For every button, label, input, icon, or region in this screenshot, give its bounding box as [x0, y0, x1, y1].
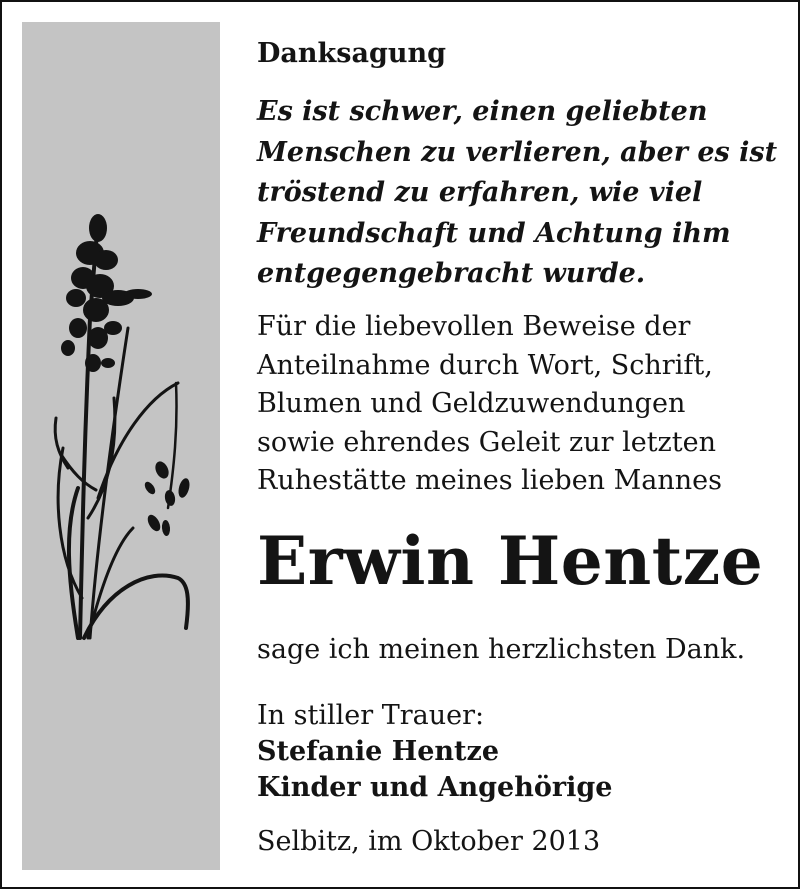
mourner-name: Kinder und Angehörige [257, 772, 613, 803]
notice-heading: Danksagung [257, 38, 446, 69]
grass-silhouette-icon [38, 198, 198, 648]
body-line: sowie ehrendes Geleit zur letzten [257, 426, 716, 458]
body-line: Anteilnahme durch Wort, Schrift, [257, 349, 713, 381]
body-line: Für die liebevollen Beweise der [257, 311, 691, 342]
mourner-name: Stefanie Hentze [257, 736, 500, 767]
quote-block [257, 92, 777, 295]
quote-line: Es ist schwer, einen geliebten [257, 96, 708, 127]
thanks-line: sage ich meinen herzlichsten Dank. [257, 634, 746, 665]
quote-line: tröstend zu erfahren, wie viel [257, 177, 703, 208]
mourners-block [257, 698, 612, 806]
quote-line: Menschen zu verlieren, aber es ist [257, 136, 778, 168]
body-line: Ruhestätte meines lieben Mannes [257, 465, 723, 496]
body-paragraph [257, 308, 722, 501]
place-date: Selbitz, im Oktober 2013 [257, 826, 601, 857]
quote-line: Freundschaft und Achtung ihm [257, 217, 731, 249]
deceased-name: Erwin Hentze [257, 522, 764, 600]
body-line: Blumen und Geldzuwendungen [257, 388, 686, 419]
mourning-intro: In stiller Trauer: [257, 700, 485, 731]
quote-line: entgegengebracht wurde. [257, 258, 646, 289]
